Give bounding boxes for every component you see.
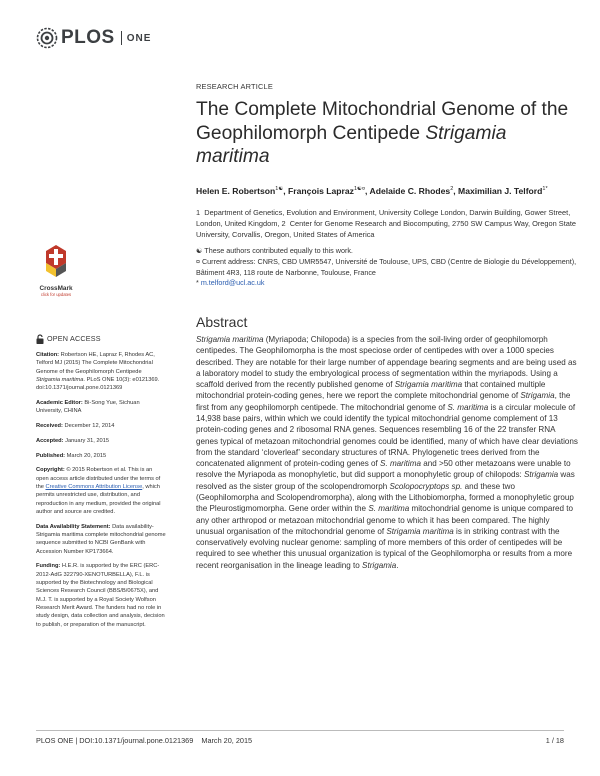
abstract-heading: Abstract: [196, 314, 248, 330]
funding-text: H.E.R. is supported by the ERC (ERC-2012-AdG 322790-XENOTURBELLA), F.L. is supported by the Biotechnology and Biological Sciences Research Council (BBS/B/0675X), and M.J. T. is supported by a Royal Society Wolfson Research Merit Award. The funders had no role in study design, data collection and analysis, decision to publish, or preparation of the manuscript.: [36, 563, 165, 628]
open-access-badge: [36, 334, 166, 344]
page-number: 1 / 18: [545, 736, 564, 745]
email-marker: *: [196, 278, 199, 288]
open-access-label: OPEN ACCESS: [47, 333, 101, 343]
author-affiliation-marker: 2: [450, 186, 454, 192]
funding-block: [36, 562, 166, 628]
logo-divider: [121, 31, 122, 45]
abstract-text: that contained multiple mitochondrial protein-coding genes, here we report the complete mitochondrial genome of: [196, 380, 546, 401]
author-separator: ,: [365, 185, 370, 196]
crossmark-icon: [36, 243, 76, 279]
abstract-species-name: Scolopocryptops sp.: [389, 481, 463, 491]
affiliation-number: 1: [196, 208, 201, 217]
abstract-species-name: S. maritima: [368, 504, 410, 514]
author-list: [196, 184, 586, 197]
data-availability-block: [36, 523, 166, 556]
abstract-body: [196, 334, 578, 571]
affiliation-number: 2: [281, 219, 286, 228]
abstract-species-name: S. maritima: [380, 459, 421, 469]
author-notes: [196, 246, 581, 289]
note-current-address: ¤ Current address: CNRS, CBD UMR5547, Université de Toulouse, UPS, CBD (Centre de Biologie du Développement), Bâtiment 4R3, 118 route de Narbonne, Toulouse, France: [196, 256, 577, 277]
author-separator: ,: [453, 185, 459, 196]
citation-species: Strigamia maritima: [36, 376, 84, 383]
affiliation-text: Center for Genome Research and Biocomputing, 2750 SW Campus Way, Oregon State University, Corvallis, Oregon, United States of America: [196, 219, 577, 239]
journal-logo[interactable]: [36, 27, 151, 49]
editor-label: Academic Editor:: [36, 399, 83, 406]
published-date: March 20, 2015: [66, 452, 107, 459]
affiliations: [196, 207, 581, 240]
copyright-text: © 2015 Robertson et al. This is an open access article distributed under the terms of the: [36, 467, 161, 491]
footer-citation: PLOS ONE | DOI:10.1371/journal.pone.0121369 March 20, 2015: [36, 736, 253, 745]
abstract-species-name: Strigamia maritima: [196, 335, 264, 344]
published-label: Published:: [36, 452, 66, 459]
data-availability-label: Data Availability Statement:: [36, 523, 111, 530]
abstract-text: mitochondrial genome is unique compared to any other arthropod or metazoan mitochondrial genome to which it has been compared. The highly unusual organisation of the mitochondrial genome of: [196, 504, 574, 536]
logo-one-text: ONE: [126, 32, 152, 44]
author-name[interactable]: Helen E. Robertson: [196, 185, 276, 196]
citation-block: [36, 351, 166, 392]
article-title: [196, 98, 576, 169]
citation-label: Citation:: [36, 352, 60, 358]
affiliation-text: Department of Genetics, Evolution and Environment, University College London, Darwin Building, Gower Street, London, United Kingdom,: [196, 208, 571, 228]
abstract-text: is in striking contrast with the conservatively evolving nuclear genome: sampling of more members of this order of centipedes will be required to see whether this unusual organization is typical of the Geophilomorpha or results from a more recent reorganisation in the lineage leading to: [196, 526, 573, 570]
author-affiliation-marker: 1*: [542, 186, 548, 192]
accepted-block: [36, 437, 166, 445]
author-name[interactable]: François Lapraz: [288, 185, 354, 196]
article-info-sidebar: [36, 334, 166, 635]
article-type: RESEARCH ARTICLE: [196, 82, 273, 91]
abstract-species-name: S. maritima: [447, 402, 489, 412]
abstract-text: .: [396, 560, 399, 570]
title-text: The Complete Mitochondrial Genome of the Geophilomorph Centipede: [196, 99, 569, 144]
open-lock-icon: [36, 334, 44, 344]
crossmark-sublabel: click for updates: [40, 292, 72, 297]
abstract-species-name: Strigamia: [520, 391, 555, 401]
published-block: [36, 452, 166, 460]
copyright-block: [36, 466, 166, 516]
abstract-text: and these two (Geophilomorpha and Scolopendromorpha), along with the Lithobiomorpha, formed a monophyletic group the Pleurostigmomorpha. Gene order within the: [196, 481, 574, 514]
author-separator: ,: [283, 185, 289, 196]
license-link[interactable]: Creative Commons Attribution License: [45, 484, 143, 491]
abstract-species-name: Strigamia maritima: [386, 526, 454, 536]
editor-text: Bi-Song Yue, Sichuan University, CHINA: [36, 399, 140, 415]
footer-divider: [36, 730, 564, 731]
plos-logo-icon: [36, 27, 58, 49]
note-email-line: [196, 278, 581, 289]
title-species: Strigamia maritima: [196, 122, 507, 167]
data-availability-text: Data availability- Strigamia maritima complete mitochondrial genome sequence submitted to NCBI GenBank with Accession Number KP173664.: [36, 523, 166, 555]
citation-doi: . PLoS ONE 10(3): e0121369. doi:10.1371/journal.pone.0121369: [36, 376, 160, 392]
author-affiliation-marker: 1☯¤: [353, 186, 366, 192]
citation-text: Robertson HE, Lapraz F, Rhodes AC, Telford MJ (2015) The Complete Mitochondrial Genome of the Geophilomorph Centipede: [36, 352, 155, 375]
abstract-species-name: Strigamia: [524, 470, 559, 480]
accepted-date: January 31, 2015: [65, 437, 110, 444]
author-name[interactable]: Maximilian J. Telford: [458, 185, 543, 196]
received-label: Received:: [36, 423, 63, 430]
note-equal-contribution: ☯ These authors contributed equally to this work.: [196, 246, 353, 255]
author-affiliation-marker: 1☯: [275, 186, 284, 192]
abstract-text: , the first from any geophilomorph centipede. The mitochondrial genome of: [196, 391, 571, 412]
abstract-text: was resolved as the sister group of the scolopendromorph: [196, 470, 575, 491]
accepted-label: Accepted:: [36, 437, 64, 444]
received-block: [36, 422, 166, 430]
crossmark-badge[interactable]: [36, 243, 76, 297]
copyright-text-end: , which permits unrestricted use, distribution, and reproduction in any medium, provided the original author and source are credited.: [36, 484, 161, 515]
crossmark-label: CrossMark: [39, 285, 73, 292]
abstract-species-name: Strigamia maritima: [394, 380, 463, 390]
logo-plos-text: PLOS: [61, 27, 115, 48]
copyright-label: Copyright:: [36, 467, 65, 474]
abstract-text: and >50 other metazoans were unable to resolve the Myriapoda as monophyletic, but did support a monophyletic group of chilopods:: [196, 459, 571, 480]
abstract-text: is a circular molecule of 14,938 base pairs, within which we could identify the typical mitochondrial genome complement of 13 protein-coding genes and 2 ribosomal RNA genes. Sequences resembling 16 of the 22 transfer RNA genes typical of metazoan mitochondrial genomes could be identified, many of which have clear deviations from the standard ‘cloverleaf’ secondary structures of tRNA. Phylogenetic trees derived from the concatenated alignment of protein-coding genes of: [196, 402, 578, 469]
corresponding-email-link[interactable]: m.telford@ucl.ac.uk: [200, 278, 265, 288]
abstract-species-name: Strigamia: [362, 560, 397, 570]
abstract-text: (Myriapoda; Chilopoda) is a species from the soil-living order of geophilomorph centipedes. The Geophilomorpha is the most speciose order of centipedes with over a 1000 species described. They are notable for their large number of appendage bearing segments and are being used as a laboratory model to study the embryological process of segmentation within the myriapods. Using a scaffold derived from the recently published genome of: [196, 335, 577, 390]
funding-label: Funding:: [36, 563, 61, 570]
received-date: December 12, 2014: [64, 423, 115, 430]
author-name[interactable]: Adelaide C. Rhodes: [369, 185, 451, 196]
academic-editor-block: [36, 399, 166, 416]
